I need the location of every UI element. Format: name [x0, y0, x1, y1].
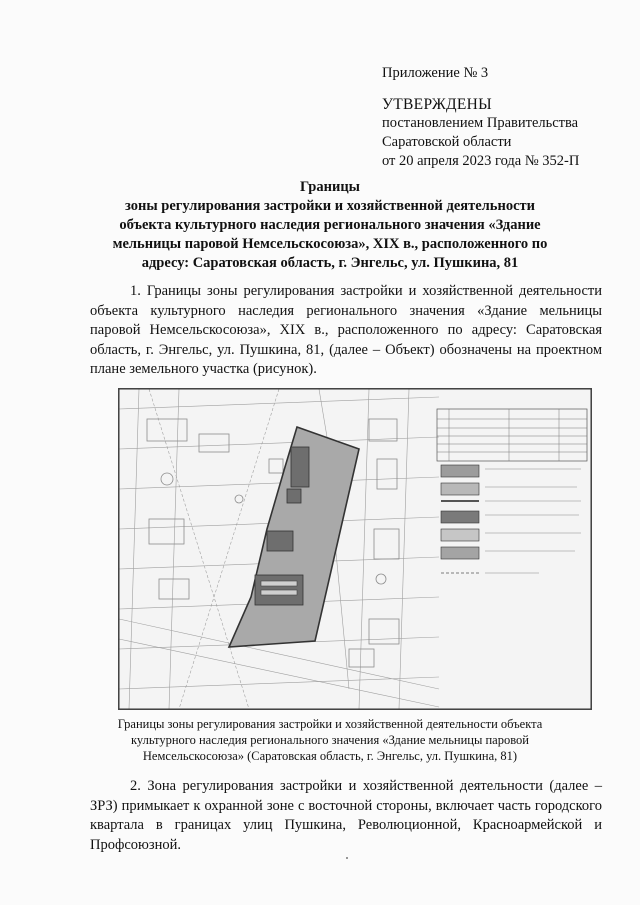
title-line-4: мельницы паровой Немсельскосоюза», XIX в., расположенного по: [112, 236, 548, 252]
map-legend: [437, 409, 587, 573]
paragraph-1: 1. Границы зоны регулирования застройки и хозяйственной деятельности объекта культурного наследия регионального значения «Здание мельницы паровой Немсельскосоюза», XIX в., расположенного по адресу: Саратовская область, г. Энгельс, ул. Пушкина, 81, (далее – Объект) обозначены на проектном плане земельного участка (рисунок).: [90, 283, 602, 377]
caption-line-3: Немсельскосоюза» (Саратовская область, г. Энгельс, ул. Пушкина, 81): [142, 749, 518, 763]
approved-date: от 20 апреля 2023 года № 352-П: [382, 153, 580, 169]
site-plan-map: [119, 389, 591, 709]
approved-by-line-1: постановлением Правительства: [382, 115, 579, 131]
approved-by-line-2: Саратовской области: [382, 134, 512, 150]
title-line-1: Границы: [299, 179, 360, 195]
scan-speck: [346, 857, 348, 859]
annex-number: Приложение № 3: [382, 65, 489, 81]
legend-swatch-parcel: [441, 529, 479, 541]
title-line-5: адресу: Саратовская область, г. Энгельс, ул. Пушкина, 81: [141, 255, 519, 271]
site-plan-figure: [118, 388, 592, 710]
legend-swatch-territory: [441, 483, 479, 495]
caption-line-1: Границы зоны регулирования застройки и хозяйственной деятельности объекта: [117, 717, 543, 731]
paragraph-2: 2. Зона регулирования застройки и хозяйственной деятельности (далее – ЗРЗ) примыкает к охранной зоне с восточной стороны, включает часть городского квартала в границах улиц Пушкина, Революционной, Красноармейской и Профсоюзной.: [90, 778, 602, 853]
legend-swatch-buildings: [441, 511, 479, 523]
document-title: [95, 178, 565, 273]
figure-caption: [95, 716, 565, 764]
approved-heading: УТВЕРЖДЕНЫ: [382, 96, 492, 113]
legend-swatch-protection: [441, 547, 479, 559]
map-frame: [119, 389, 591, 709]
legend-swatch-zone: [441, 465, 479, 477]
caption-line-2: культурного наследия регионального значения «Здание мельницы паровой: [130, 733, 529, 747]
legend-coordinates-table: [437, 409, 587, 461]
approval-block: [382, 64, 622, 171]
title-line-2: зоны регулирования застройки и хозяйственной деятельности: [125, 198, 535, 214]
title-line-3: объекта культурного наследия регионального значения «Здание: [119, 217, 541, 233]
legend-text-lines: [485, 469, 581, 573]
